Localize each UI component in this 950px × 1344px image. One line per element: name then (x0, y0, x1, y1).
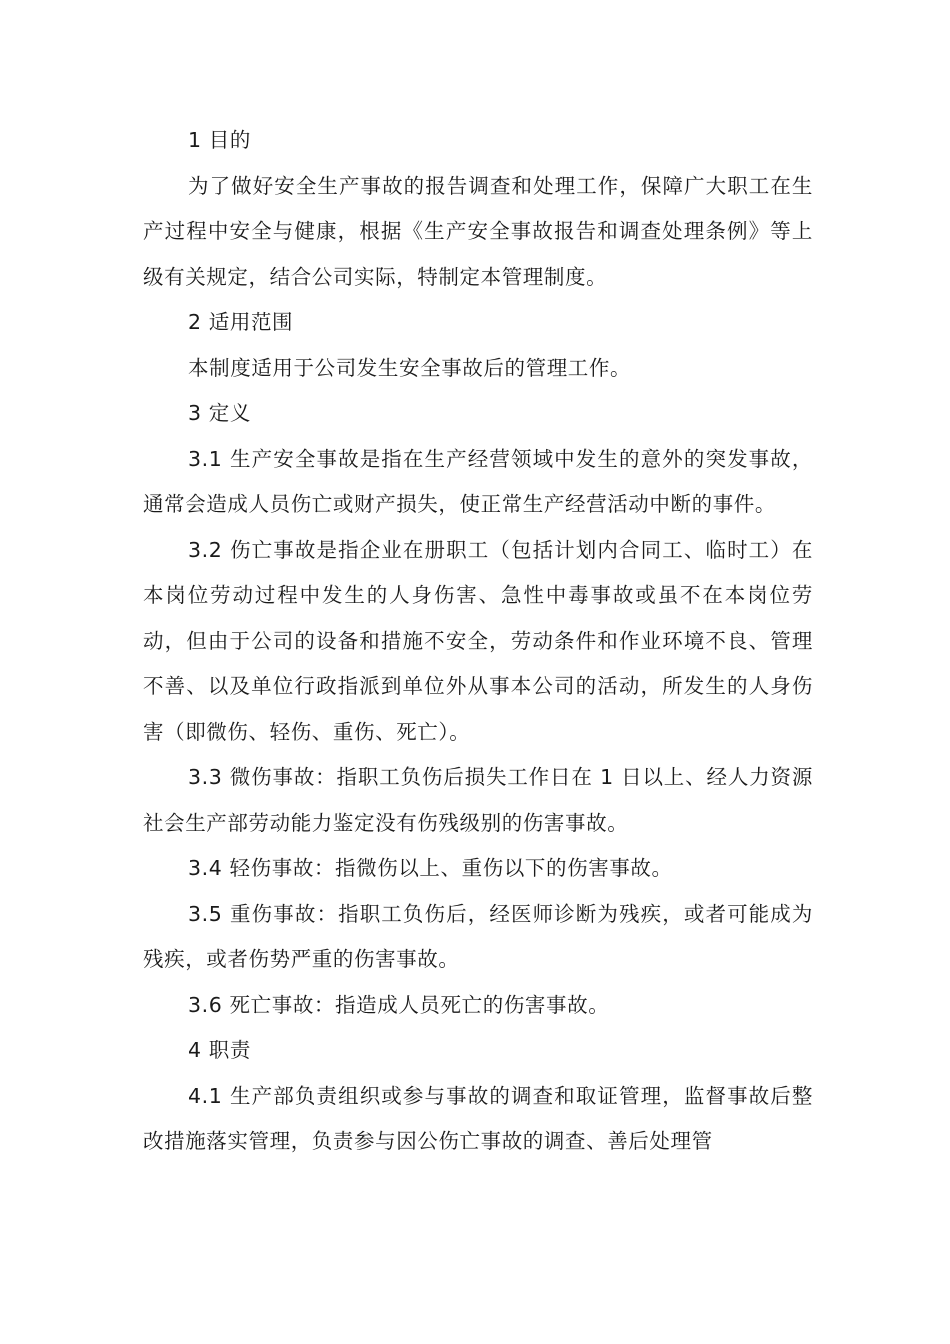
paragraph-definition-3-1: 3.1 生产安全事故是指在生产经营领域中发生的意外的突发事故，通常会造成人员伤亡或财产损失，使正常生产经营活动中断的事件。 (143, 446, 813, 516)
paragraph-definition-3-6: 3.6 死亡事故：指造成人员死亡的伤害事故。 (188, 992, 610, 1017)
document-body (143, 118, 813, 1165)
section-heading-responsibilities: 4 职责 (188, 1038, 251, 1062)
paragraph-definition-3-3: 3.3 微伤事故：指职工负伤后损失工作日在 1 日以上、经人力资源社会生产部劳动能力鉴定没有伤残级别的伤害事故。 (143, 765, 813, 835)
section-heading-definitions: 3 定义 (188, 401, 251, 425)
paragraph-purpose: 为了做好安全生产事故的报告调查和处理工作，保障广大职工在生产过程中安全与健康，根据《生产安全事故报告和调查处理条例》等上级有关规定，结合公司实际，特制定本管理制度。 (143, 173, 813, 289)
paragraph-scope: 本制度适用于公司发生安全事故后的管理工作。 (188, 355, 632, 380)
paragraph-definition-3-4: 3.4 轻伤事故：指微伤以上、重伤以下的伤害事故。 (188, 856, 673, 880)
paragraph-definition-3-5: 3.5 重伤事故：指职工负伤后，经医师诊断为残疾，或者可能成为残疾，或者伤势严重的伤害事故。 (143, 901, 813, 971)
section-heading-scope: 2 适用范围 (188, 310, 294, 334)
paragraph-responsibility-4-1: 4.1 生产部负责组织或参与事故的调查和取证管理，监督事故后整改措施落实管理，负责参与因公伤亡事故的调查、善后处理管 (143, 1083, 813, 1153)
paragraph-definition-3-2: 3.2 伤亡事故是指企业在册职工（包括计划内合同工、临时工）在本岗位劳动过程中发生的人身伤害、急性中毒事故或虽不在本岗位劳动，但由于公司的设备和措施不安全，劳动条件和作业环境不良、管理不善、以及单位行政指派到单位外从事本公司的活动，所发生的人身伤害（即微伤、轻伤、重伤、死亡）。 (143, 537, 813, 744)
section-heading-purpose: 1 目的 (188, 128, 251, 152)
